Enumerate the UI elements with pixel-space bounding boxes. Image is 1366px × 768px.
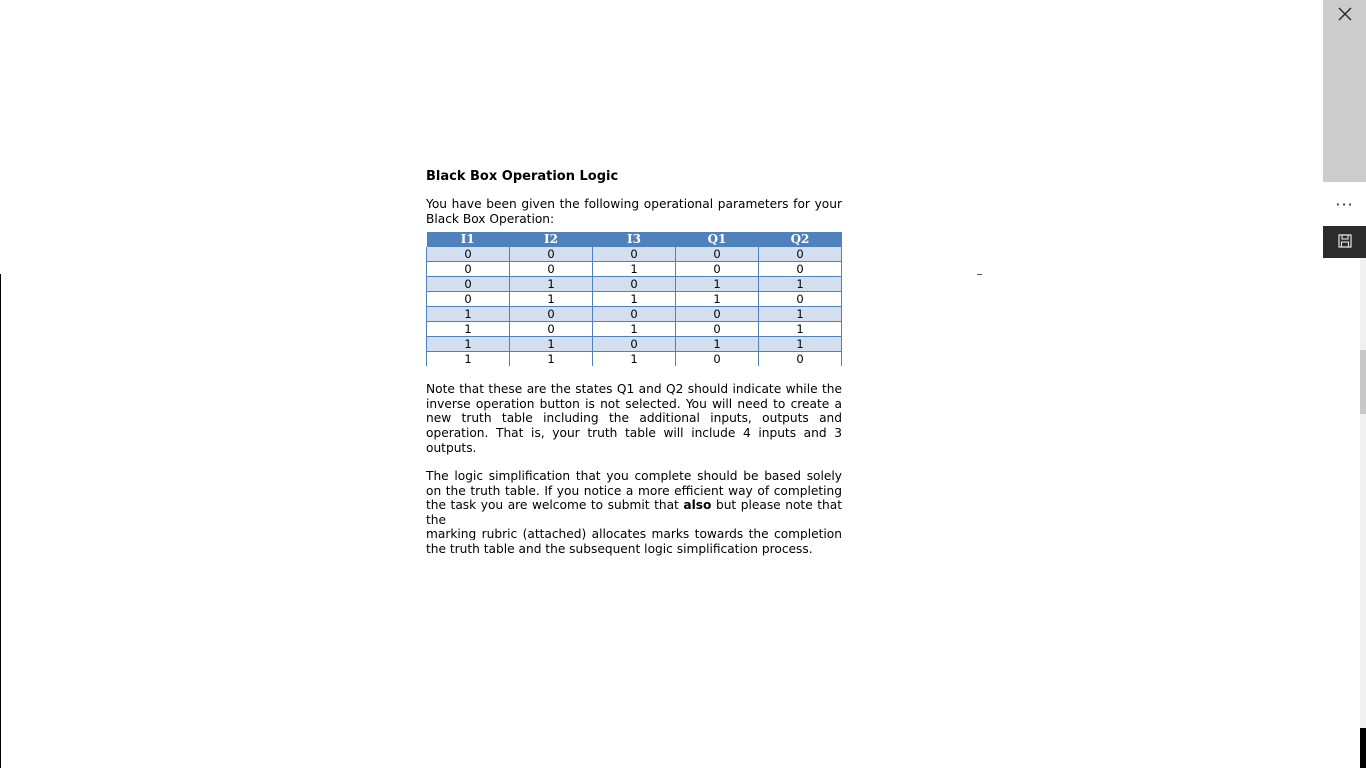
- document-page: [426, 168, 842, 557]
- table-cell: 0: [759, 247, 842, 262]
- header-i1: I1: [427, 232, 510, 247]
- table-row: [427, 262, 842, 277]
- window-left-edge: [0, 274, 1, 768]
- table-cell: 1: [593, 262, 676, 277]
- table-cell: 1: [510, 337, 593, 352]
- table-cell: 0: [676, 307, 759, 322]
- close-button[interactable]: [1323, 0, 1366, 182]
- vertical-scrollbar[interactable]: [1360, 258, 1366, 728]
- more-options-button[interactable]: [1323, 182, 1366, 226]
- viewer-toolbar: [1323, 0, 1366, 258]
- table-cell: 0: [593, 277, 676, 292]
- table-cell: 0: [510, 307, 593, 322]
- logic-text-1: The logic simplification that you complete should be based solely on the truth table. If you notice a more efficient way of completing the task you are welcome to submit that: [426, 469, 842, 513]
- note-paragraph: Note that these are the states Q1 and Q2 should indicate while the inverse operation button is not selected. You will need to create a new truth table including the additional inputs, outputs and operation. That is, your truth table will include 4 inputs and 3 outputs.: [426, 382, 842, 455]
- table-cell: 1: [593, 322, 676, 337]
- intro-paragraph: You have been given the following operational parameters for your Black Box Operation:: [426, 197, 842, 226]
- logic-text-3: marking rubric (attached) allocates marks towards the completion: [426, 527, 842, 540]
- table-cell: 0: [593, 337, 676, 352]
- table-row: [427, 277, 842, 292]
- table-cell: 0: [676, 352, 759, 367]
- table-cell: 1: [676, 277, 759, 292]
- table-cell: 0: [676, 247, 759, 262]
- table-cell: 1: [510, 292, 593, 307]
- table-cell: 1: [593, 352, 676, 367]
- window-corner: [1360, 728, 1366, 768]
- header-i3: I3: [593, 232, 676, 247]
- table-cell: 1: [427, 307, 510, 322]
- header-i2: I2: [510, 232, 593, 247]
- table-header-row: [427, 232, 842, 247]
- logic-text-4: the truth table and the subsequent logic simplification process.: [426, 542, 813, 557]
- table-row: [427, 337, 842, 352]
- table-cell: 1: [676, 337, 759, 352]
- table-cell: 1: [759, 307, 842, 322]
- table-cell: 1: [676, 292, 759, 307]
- table-cell: 0: [510, 322, 593, 337]
- table-cell: 1: [759, 322, 842, 337]
- table-cell: 0: [427, 292, 510, 307]
- table-cell: 0: [676, 262, 759, 277]
- table-cell: 1: [759, 277, 842, 292]
- table-row: [427, 307, 842, 322]
- header-q2: Q2: [759, 232, 842, 247]
- logic-bold-word: also: [683, 498, 712, 513]
- logic-text-2: but please note that the: [426, 498, 842, 527]
- table-cell: 0: [759, 352, 842, 367]
- logic-paragraph: [426, 469, 842, 557]
- table-row: [427, 292, 842, 307]
- truth-table: [426, 232, 842, 366]
- save-icon: [1338, 233, 1352, 252]
- save-button[interactable]: [1323, 226, 1366, 258]
- stray-mark: [977, 274, 982, 275]
- table-cell: 1: [510, 277, 593, 292]
- table-cell: 1: [759, 337, 842, 352]
- table-cell: 1: [427, 352, 510, 367]
- table-cell: 0: [759, 262, 842, 277]
- table-cell: 1: [427, 337, 510, 352]
- table-cell: 0: [593, 247, 676, 262]
- table-row: [427, 322, 842, 337]
- table-cell: 0: [510, 262, 593, 277]
- table-cell: 1: [510, 352, 593, 367]
- table-cell: 0: [427, 262, 510, 277]
- document-title: Black Box Operation Logic: [426, 169, 619, 184]
- more-icon: ···: [1335, 194, 1354, 214]
- table-cell: 0: [427, 277, 510, 292]
- close-icon: [1338, 5, 1352, 26]
- table-cell: 0: [427, 247, 510, 262]
- table-cell: 1: [593, 292, 676, 307]
- table-cell: 0: [676, 322, 759, 337]
- table-cell: 0: [510, 247, 593, 262]
- scrollbar-thumb[interactable]: [1360, 350, 1366, 414]
- table-cell: 0: [593, 307, 676, 322]
- table-cell: 0: [759, 292, 842, 307]
- table-cell: 1: [427, 322, 510, 337]
- header-q1: Q1: [676, 232, 759, 247]
- table-row: [427, 352, 842, 367]
- table-row: [427, 247, 842, 262]
